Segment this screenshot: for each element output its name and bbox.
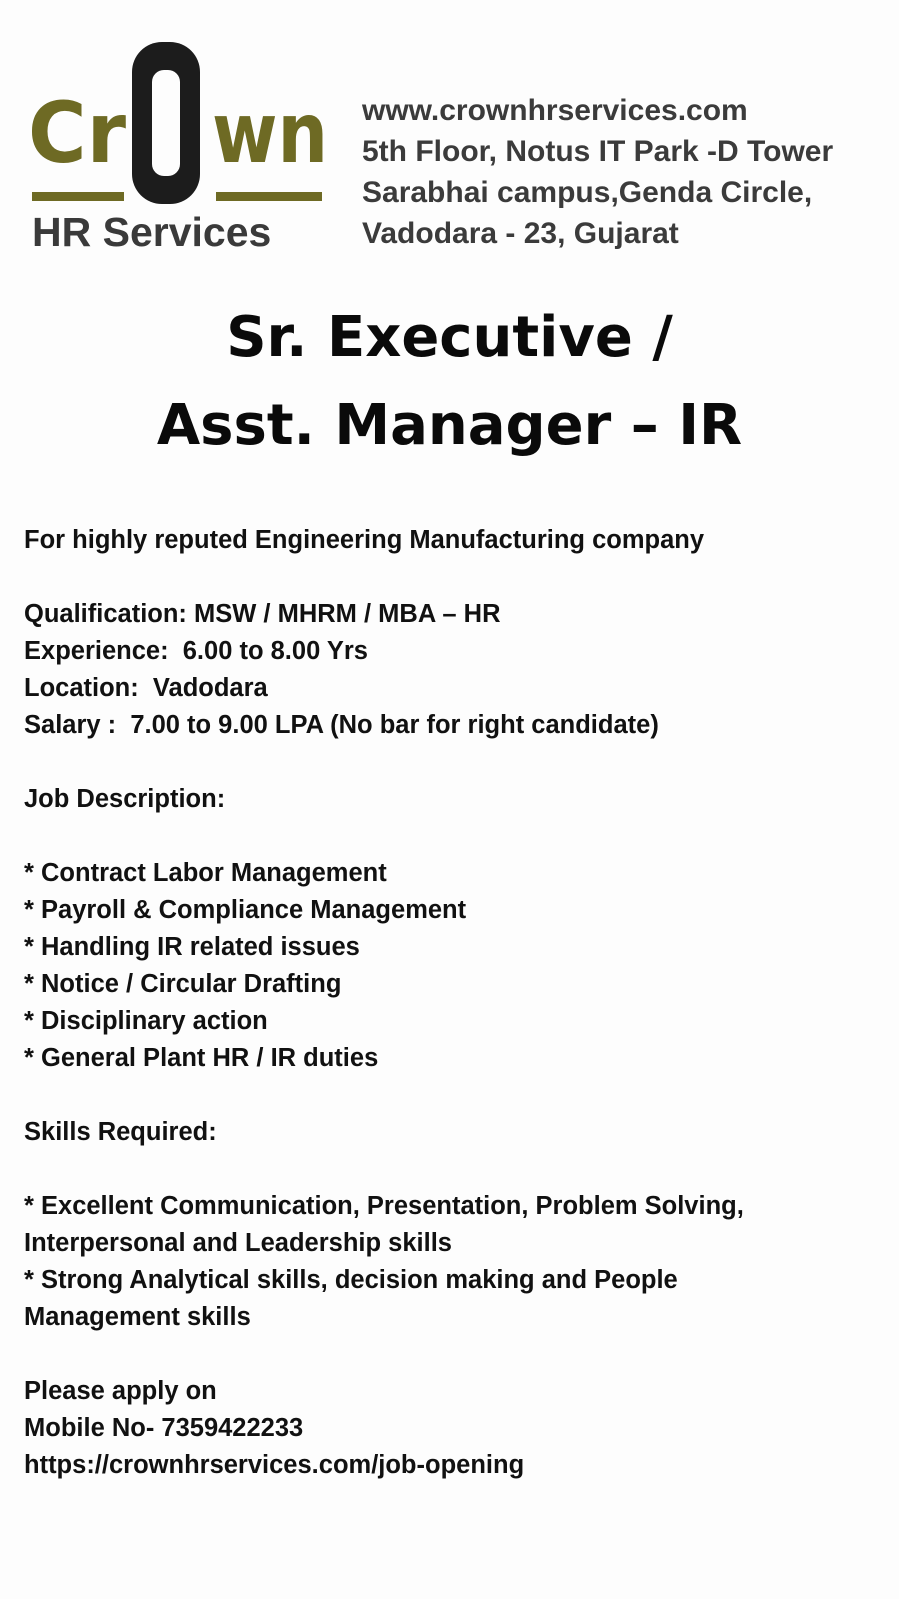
- job-description-heading: Job Description:: [24, 785, 226, 813]
- logo-bar-left: [32, 192, 124, 201]
- skills-line: Management skills: [24, 1303, 251, 1331]
- experience-value: 6.00 to 8.00 Yrs: [182, 637, 368, 665]
- logo-text-wn: wn: [212, 84, 328, 182]
- address-line-3: Vadodara - 23, Gujarat: [362, 217, 679, 250]
- contact-block: [362, 90, 892, 254]
- logo-bar-right: [216, 192, 322, 201]
- location-value: Vadodara: [152, 674, 268, 702]
- qualification-value: MSW / MHRM / MBA – HR: [194, 600, 501, 628]
- jd-item: * Payroll & Compliance Management: [24, 896, 467, 924]
- experience-row: [24, 633, 894, 670]
- apply-mobile: Mobile No- 7359422233: [24, 1414, 304, 1442]
- job-details-body: [24, 522, 894, 1484]
- jd-item: * Contract Labor Management: [24, 859, 387, 887]
- website-text: www.crownhrservices.com: [362, 94, 748, 127]
- qualification-label: Qualification:: [24, 600, 187, 628]
- experience-label: Experience:: [24, 637, 169, 665]
- logo-o-hole: [152, 70, 180, 176]
- job-title-line-1: Sr. Executive /: [226, 305, 673, 370]
- job-title: [0, 294, 899, 470]
- location-label: Location:: [24, 674, 139, 702]
- job-title-line-2: Asst. Manager – IR: [156, 393, 743, 458]
- qualification-row: [24, 596, 894, 633]
- logo-text-cr: Cr: [28, 84, 127, 182]
- salary-row: [24, 707, 894, 744]
- crown-logo-graphic: [26, 36, 336, 211]
- salary-label: Salary :: [24, 711, 117, 739]
- jd-item: * Disciplinary action: [24, 1007, 268, 1035]
- logo-tagline: HR Services: [32, 209, 272, 255]
- jd-item: * Handling IR related issues: [24, 933, 360, 961]
- address-line-1: 5th Floor, Notus IT Park -D Tower: [362, 135, 834, 168]
- location-row: [24, 670, 894, 707]
- skills-heading: Skills Required:: [24, 1118, 217, 1146]
- apply-url: https://crownhrservices.com/job-opening: [24, 1451, 525, 1479]
- jd-item: * Notice / Circular Drafting: [24, 970, 342, 998]
- crown-hr-logo: [26, 36, 336, 258]
- skills-line: * Strong Analytical skills, decision making and People: [24, 1266, 678, 1294]
- skills-line: * Excellent Communication, Presentation, Problem Solving,: [24, 1192, 744, 1220]
- skills-line: Interpersonal and Leadership skills: [24, 1229, 452, 1257]
- intro-text: For highly reputed Engineering Manufacturing company: [24, 526, 705, 554]
- apply-text: Please apply on: [24, 1377, 217, 1405]
- jd-item: * General Plant HR / IR duties: [24, 1044, 379, 1072]
- address-line-2: Sarabhai campus,Genda Circle,: [362, 176, 813, 209]
- salary-value: 7.00 to 9.00 LPA (No bar for right candidate): [130, 711, 659, 739]
